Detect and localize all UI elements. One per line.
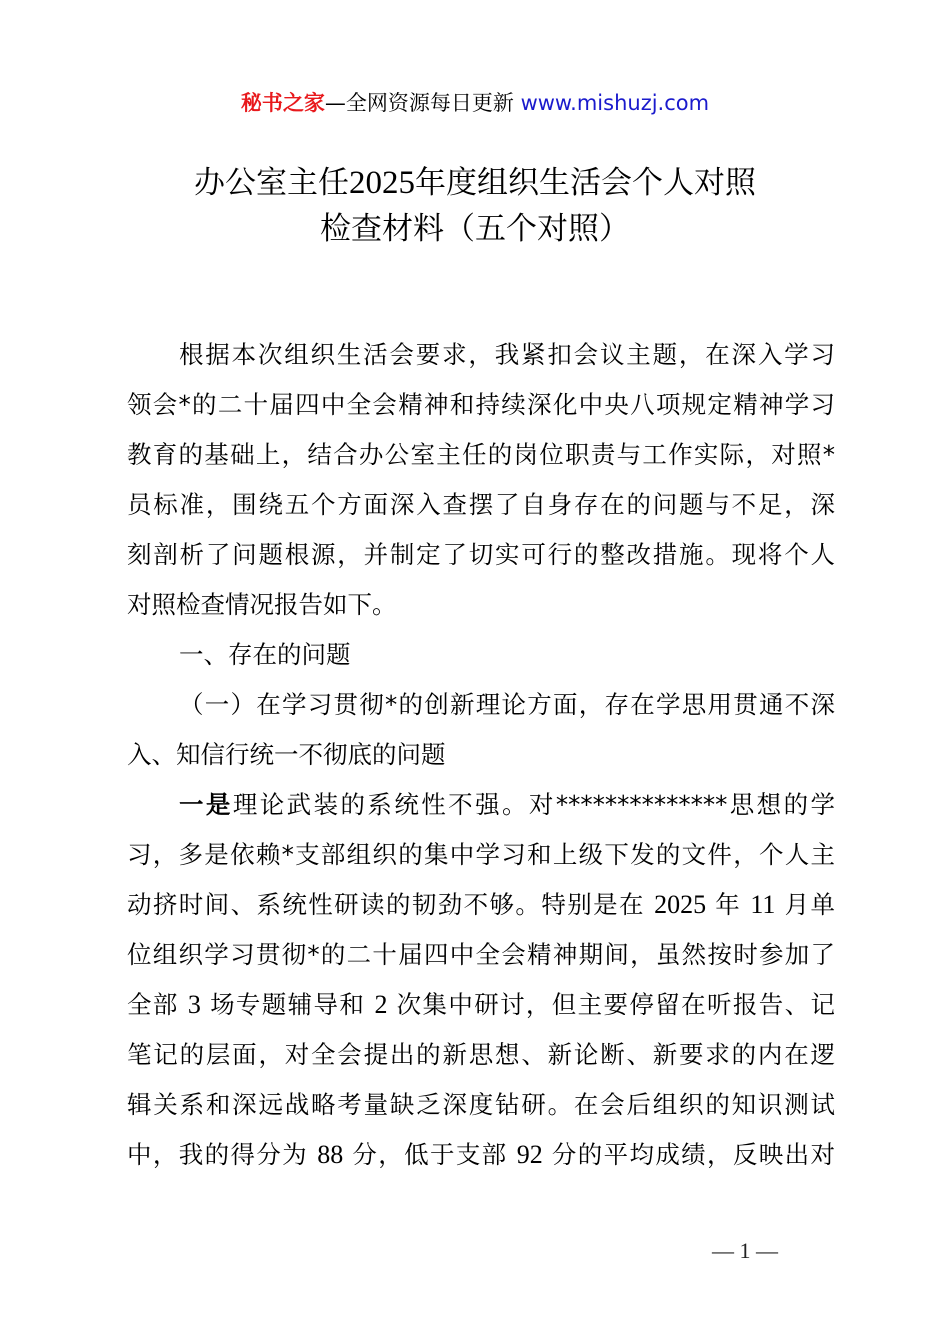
site-banner — [0, 88, 950, 118]
title-year: 2025 — [349, 165, 415, 201]
banner-tagline: —全网资源每日更新 — [324, 91, 521, 115]
subsection-heading-line: 入、知信行统一不彻底的问题 — [127, 740, 446, 769]
paragraph-line: 辑关系和深远战略考量缺乏深度钻研。在会后组织的知识测试 — [127, 1090, 835, 1119]
point-text: 年 — [715, 890, 742, 919]
month-number: 11 — [750, 890, 776, 919]
paragraph-line: 刻剖析了问题根源，并制定了切实可行的整改措施。现将个人 — [127, 540, 835, 569]
point-text: 理论武装的系统性不强。对**************思想的学 — [232, 790, 835, 819]
score-number: 92 — [516, 1140, 543, 1169]
year-number: 2025 — [654, 890, 707, 919]
point-text: 中，我的得分为 — [127, 1140, 309, 1169]
paragraph-line: 领会*的二十届四中全会精神和持续深化中央八项规定精神学习 — [127, 390, 835, 419]
brand-name: 秘书之家 — [240, 91, 325, 115]
paragraph-line — [127, 1130, 835, 1180]
score-number: 88 — [317, 1140, 344, 1169]
title-line-1 — [0, 160, 950, 206]
paragraph-line: 习，多是依赖*支部组织的集中学习和上级下发的文件，个人主 — [127, 840, 835, 869]
subsection-heading-line: （一）在学习贯彻*的创新理论方面，存在学思用贯通不深 — [179, 690, 835, 719]
point-lead: 一是 — [179, 790, 233, 819]
paragraph-line: 位组织学习贯彻*的二十届四中全会精神期间，虽然按时参加了 — [127, 940, 835, 969]
point-text: 动挤时间、系统性研读的韧劲不够。特别是在 — [127, 890, 645, 919]
paragraph-line — [127, 780, 835, 830]
point-text: 次集中研讨，但主要停留在听报告、记 — [396, 990, 835, 1019]
paragraph-line: 教育的基础上，结合办公室主任的岗位职责与工作实际，对照* — [127, 440, 835, 469]
page-number: — 1 — — [712, 1238, 778, 1263]
document-title — [0, 160, 950, 252]
count-number: 2 — [374, 990, 388, 1019]
title-text: 年度组织生活会个人对照 — [415, 165, 756, 201]
point-text: 分，低于支部 — [352, 1140, 508, 1169]
paragraph-line: 员标准，围绕五个方面深入查摆了自身存在的问题与不足，深 — [127, 490, 835, 519]
point-text: 全部 — [127, 990, 179, 1019]
paragraph-line: 根据本次组织生活会要求，我紧扣会议主题，在深入学习 — [179, 340, 835, 369]
section-heading: 一、存在的问题 — [179, 640, 351, 669]
site-url-link[interactable]: www.mishuzj.com — [520, 91, 710, 115]
point-text: 分的平均成绩，反映出对 — [551, 1140, 835, 1169]
count-number: 3 — [187, 990, 201, 1019]
document-body — [127, 330, 835, 1180]
title-line-2: 检查材料（五个对照） — [320, 211, 630, 247]
paragraph-line — [127, 880, 835, 930]
point-text: 场专题辅导和 — [210, 990, 366, 1019]
point-text: 月单 — [784, 890, 835, 919]
title-text: 办公室主任 — [194, 165, 349, 201]
paragraph-line: 对照检查情况报告如下。 — [127, 590, 397, 619]
paragraph-line: 笔记的层面，对全会提出的新思想、新论断、新要求的内在逻 — [127, 1040, 835, 1069]
paragraph-line — [127, 980, 835, 1030]
